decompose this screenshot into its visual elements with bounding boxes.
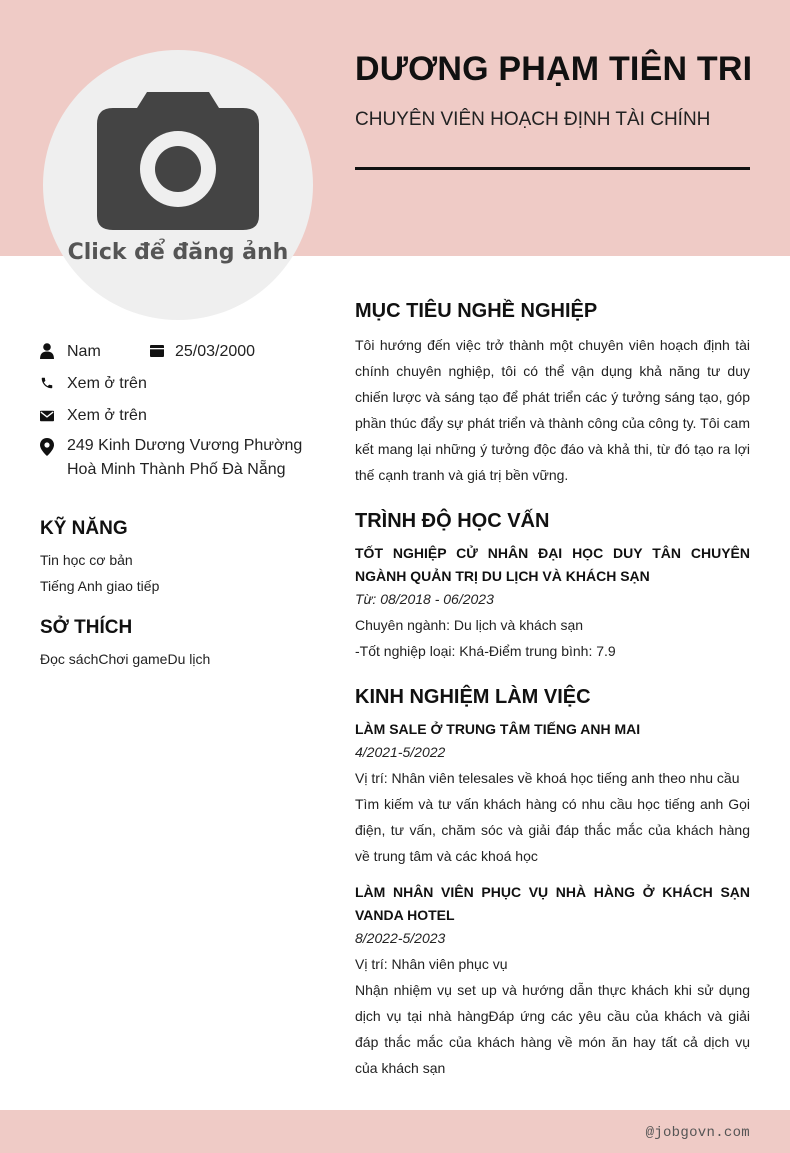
hobbies-heading: SỞ THÍCH	[40, 617, 133, 638]
job-1-title: LÀM SALE Ở TRUNG TÂM TIẾNG ANH MAI	[355, 721, 641, 737]
hobbies-list	[40, 650, 320, 676]
education-heading: TRÌNH ĐỘ HỌC VẤN	[355, 510, 550, 532]
contact-gender-row	[40, 340, 320, 372]
job-2-description: Nhận nhiệm vụ set up và hướng dẫn thực khách khi sử dụng dịch vụ tại nhà hàngĐáp ứng các yêu cầu của khách và giải đáp thắc mắc của khách hàng về món ăn hay tất cả dịch vụ của khách sạn	[355, 982, 750, 1076]
skills-list	[40, 551, 320, 603]
contact-address-row	[40, 436, 320, 496]
experience-heading: KINH NGHIỆM LÀM VIỆC	[355, 686, 591, 708]
envelope-icon	[40, 410, 54, 422]
contact-email-row	[40, 404, 320, 436]
job-2-date: 8/2022-5/2023	[355, 930, 446, 946]
candidate-name: DƯƠNG PHẠM TIÊN TRI	[355, 50, 753, 88]
education-major: Chuyên ngành: Du lịch và khách sạn	[355, 617, 584, 633]
location-pin-icon	[40, 438, 54, 456]
education-date: Từ: 08/2018 - 06/2023	[355, 591, 494, 607]
profile-photo-upload[interactable]	[43, 50, 313, 320]
person-icon	[40, 343, 54, 359]
address-value: 249 Kinh Dương Vương Phường Hoà Minh Thành Phố Đà Nẵng	[67, 437, 303, 478]
skill-item: Tiếng Anh giao tiếp	[40, 578, 160, 594]
hobbies-text: Đọc sáchChơi gameDu lịch	[40, 651, 211, 667]
left-column	[40, 340, 320, 676]
skill-item: Tin học cơ bản	[40, 552, 133, 568]
photo-upload-label: Click để đăng ảnh	[67, 240, 289, 265]
phone-value: Xem ở trên	[67, 375, 147, 392]
job-2-title: LÀM NHÂN VIÊN PHỤC VỤ NHÀ HÀNG Ở KHÁCH SẠN VANDA HOTEL	[355, 884, 750, 923]
objective-heading: MỤC TIÊU NGHỀ NGHIỆP	[355, 300, 598, 322]
dob-value: 25/03/2000	[175, 343, 256, 360]
calendar-icon	[150, 345, 164, 357]
watermark-text: @jobgovn.com	[645, 1125, 750, 1141]
email-value: Xem ở trên	[67, 407, 147, 424]
camera-icon	[97, 90, 259, 234]
job-2-position: Vị trí: Nhân viên phục vụ	[355, 956, 508, 972]
education-title: TỐT NGHIỆP CỬ NHÂN ĐẠI HỌC DUY TÂN CHUYÊN NGÀNH QUẢN TRỊ DU LỊCH VÀ KHÁCH SẠN	[355, 545, 750, 584]
education-grade: -Tốt nghiệp loại: Khá-Điểm trung bình: 7.9	[355, 643, 616, 659]
gender-value: Nam	[67, 343, 101, 360]
title-divider	[355, 167, 750, 170]
right-column	[355, 300, 750, 1081]
job-title: CHUYÊN VIÊN HOẠCH ĐỊNH TÀI CHÍNH	[355, 109, 711, 130]
job-1-position: Vị trí: Nhân viên telesales về khoá học tiếng anh theo nhu cầu	[355, 770, 740, 786]
job-1-description: Tìm kiếm và tư vấn khách hàng có nhu cầu học tiếng anh Gọi điện, tư vấn, chăm sóc và giải đáp thắc mắc của khách hàng về trung tâm và các khoá học	[355, 796, 750, 864]
contact-phone-row	[40, 372, 320, 404]
skills-heading: KỸ NĂNG	[40, 518, 128, 539]
phone-icon	[40, 376, 54, 390]
objective-text: Tôi hướng đến việc trở thành một chuyên viên hoạch định tài chính chuyên nghiệp, tôi có thể vận dụng khả năng tư duy chiến lược và sáng tạo để phát triển các ý tưởng sáng tạo, góp phần thúc đẩy sự phát triển và thành công của công ty. Tôi cam kết mang lại những ý tưởng độc đáo và khả thi, từ đó tạo ra lợi thế cạnh tranh và giá trị bền vững.	[355, 337, 750, 483]
job-1-date: 4/2021-5/2022	[355, 744, 446, 760]
